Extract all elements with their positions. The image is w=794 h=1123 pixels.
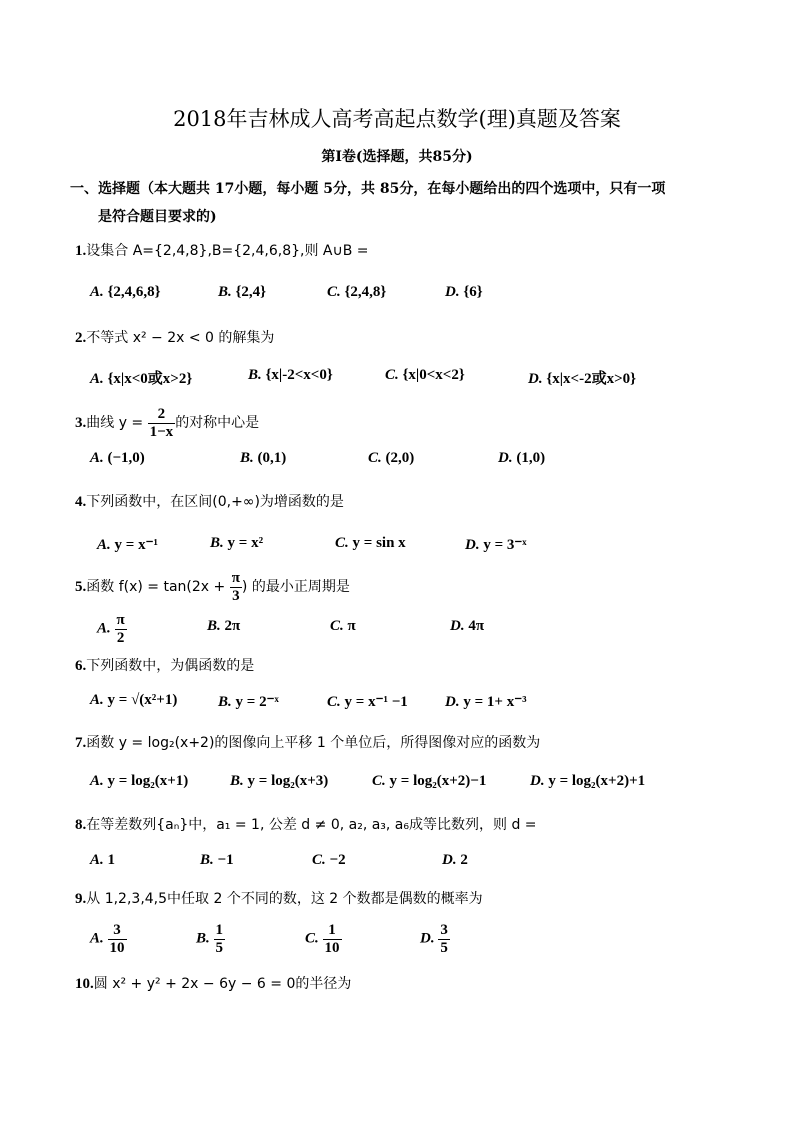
question-5: 5.函数 f(x) = tan(2x + $\frac{\pi}{3}$ ) 的最小正周期是 [75,570,350,604]
option-b: B. $\frac{1}{5}$ [196,922,224,956]
option-d: D. y = log₂(x+2)+1 [530,773,646,789]
option-b: B. (0,1) [240,450,287,466]
question-2: 2.不等式 x² − 2x < 0 的解集为 [75,330,275,346]
option-a: A. $\frac{\pi}{2}$ [97,612,125,646]
option-c: C. −2 [312,852,346,868]
option-b: B. {x|-2<x<0} [248,367,333,383]
option-a: A. {x|x<0或x>2} [90,371,193,387]
option-d: D. 4π [450,618,485,634]
question-1 [75,240,369,260]
option-b: B. y = log₂(x+3) [230,773,329,789]
option-d: D. {x|x<-2或x>0} [528,371,637,387]
option-b: B. y = 2⁻ˣ [218,694,279,710]
option-d: D. (1,0) [498,450,546,466]
fraction: $\frac{2}{1-x}$ [149,406,174,440]
option-c: C. {2,4,8} [327,284,387,300]
option-a: A. $\frac{3}{10}$ [90,922,125,956]
question-3: 3.曲线 y = $\frac{2}{1-x}$ 的对称中心是 [75,406,260,440]
part-heading: 第Ⅰ卷(选择题，共85分) [321,149,473,165]
option-c: C. π [330,618,356,634]
option-a: A. (−1,0) [90,450,145,466]
option-c: C. y = sin x [335,535,406,551]
option-d: D. {6} [445,284,483,300]
option-a: A. y = log₂(x+1) [90,773,189,789]
option-a: A. y = √(x²+1) [90,692,178,708]
question-7: 7.函数 y = log₂(x+2)的图像向上平移 1 个单位后，所得图像对应的函数为 [75,735,541,751]
fraction: $\frac{\pi}{3}$ [231,570,240,604]
option-b: B. −1 [200,852,234,868]
question-4: 4.下列函数中，在区间(0,+∞)为增函数的是 [75,494,344,510]
option-c: C. y = x⁻¹ −1 [327,694,408,710]
option-c: C. $\frac{1}{10}$ [305,922,340,956]
option-b: B. 2π [207,618,241,634]
option-c: C. y = log₂(x+2)−1 [372,773,487,789]
question-6: 6.下列函数中，为偶函数的是 [75,658,255,674]
section-instructions-line1: 一、选择题（本大题共 17小题，每小题 5分，共 85分，在每小题给出的四个选项中，只有一项 [70,181,666,197]
question-8: 8.在等差数列{aₙ}中，a₁ = 1, 公差 d ≠ 0, a₂, a₃, a₆成等比数列，则 d = [75,817,537,833]
option-b: B. {2,4} [218,284,267,300]
option-c: C. {x|0<x<2} [385,367,465,383]
option-a: A. y = x⁻¹ [97,537,158,553]
option-d: D. y = 1+ x⁻³ [445,694,527,710]
question-number: 1. [75,243,87,259]
option-c: C. (2,0) [368,450,415,466]
option-d: D. y = 3⁻ˣ [465,537,527,553]
option-d: D. $\frac{3}{5}$ [420,922,448,956]
question-10: 10.圆 x² + y² + 2x − 6y − 6 = 0的半径为 [75,976,352,992]
document-title: 2018年吉林成人高考高起点数学(理)真题及答案 [173,107,621,131]
question-text: 设集合 A={2,4,8},B={2,4,6,8},则 A∪B = [86,243,369,259]
option-b: B. y = x² [210,535,264,551]
option-a: A. {2,4,6,8} [90,284,161,300]
option-a: A. 1 [90,852,116,868]
option-d: D. 2 [442,852,468,868]
question-9: 9.从 1,2,3,4,5中任取 2 个不同的数，这 2 个数都是偶数的概率为 [75,891,483,907]
section-instructions-line2: 是符合题目要求的) [98,209,217,225]
